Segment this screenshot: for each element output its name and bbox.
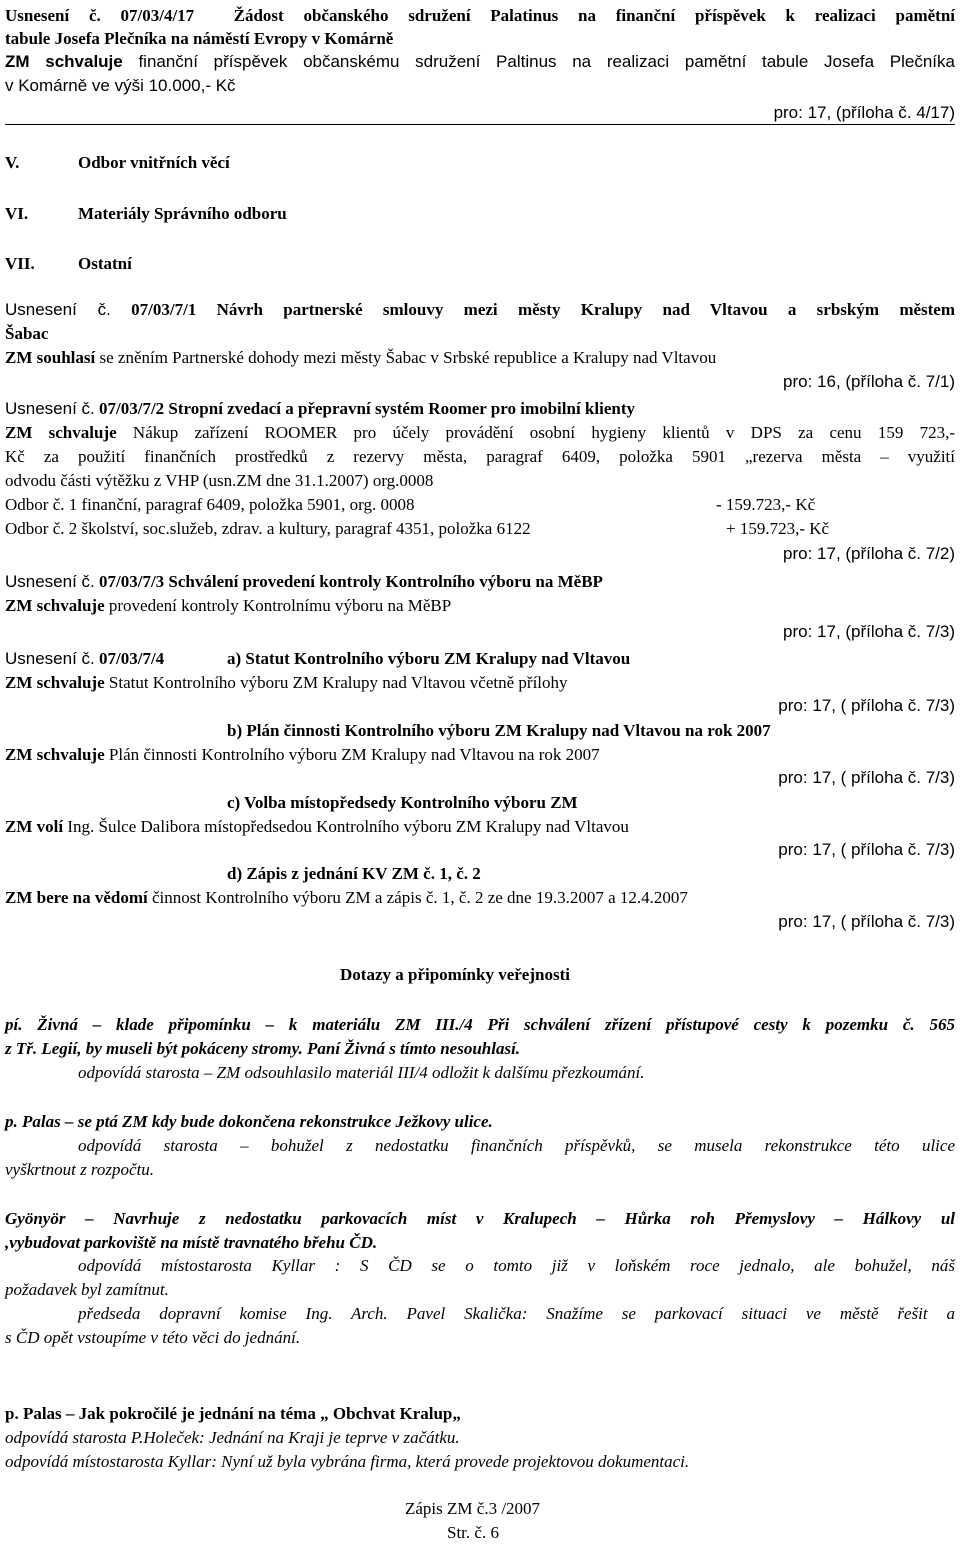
resolution-7-1-text: ZM souhlasí se zněním Partnerské dohody mezi městy Šabac v Srbské republice a Kralupy nad Vltavou [5, 348, 717, 367]
resolution-7-2-text-cont: Kč za použití finančních prostředků z rezervy města, paragraf 6409, položka 5901 „rezerva města – využití [5, 447, 955, 466]
answer-zivna: odpovídá starosta – ZM odsouhlasilo materiál III/4 odložit k dalšímu přezkoumání. [78, 1063, 645, 1082]
resolution-7-3-text: ZM schvaluje provedení kontroly Kontrolnímu výboru na MěBP [5, 596, 452, 615]
answer-palas-1-line2: vyškrtnout z rozpočtu. [5, 1160, 155, 1179]
resolution-7-2-text: ZM schvaluje Nákup zařízení ROOMER pro účely provádění osobní hygieny klientů v DPS za cenu 159 723,- [5, 423, 955, 442]
resolution-4-17-title-cont: tabule Josefa Plečníka na náměstí Evropy v Komárně [5, 29, 394, 48]
section-v-number: V. [5, 153, 20, 172]
resolution-7-4-b-vote: pro: 17, ( příloha č. 7/3) [778, 768, 955, 787]
resolution-7-2-title: Usnesení č. 07/03/7/2 Stropní zvedací a přepravní systém Roomer pro imobilní klienty [5, 399, 635, 418]
resolution-4-17-text: ZM schvaluje finanční příspěvek občanskému sdružení Paltinus na realizaci pamětní tabule Josefa Plečníka [5, 52, 955, 71]
question-gyonyor-line2: ,vybudovat parkoviště na místě travnatého břehu ČD. [5, 1233, 378, 1252]
answer-kyllar-line2: požadavek byl zamítnut. [5, 1280, 169, 1299]
section-vi-number: VI. [5, 204, 29, 223]
answer-holecek: odpovídá starosta P.Holeček: Jednání na Kraji je teprve v začátku. [5, 1428, 460, 1447]
resolution-7-2-text-end: odvodu části výtěžku z VHP (usn.ZM dne 31.1.2007) org.0008 [5, 471, 434, 490]
answer-kyllar-2: odpovídá místostarosta Kyllar: Nyní už byla vybrána firma, která provede projektovou dokumentaci. [5, 1452, 690, 1471]
resolution-7-4-a-title: Usnesení č. 07/03/7/4 a) Statut Kontrolního výboru ZM Kralupy nad Vltavou [5, 649, 631, 668]
section-vii-number: VII. [5, 254, 35, 273]
answer-kyllar-line1: odpovídá místostarosta Kyllar : S ČD se o tomto již v loňském roce jednalo, ale bohužel, náš [78, 1256, 955, 1275]
question-zivna-line1: pí. Živná – klade připomínku – k materiálu ZM III./4 Při schválení zřízení přístupové cesty k pozemku č. 565 [5, 1015, 955, 1034]
resolution-4-17-vote: pro: 17, (příloha č. 4/17) [773, 103, 955, 122]
resolution-7-1-title-cont: Šabac [5, 324, 49, 343]
section-v-title: Odbor vnitřních věcí [78, 153, 230, 172]
resolution-7-2-vote: pro: 17, (příloha č. 7/2) [783, 544, 955, 563]
resolution-7-1-title: Usnesení č. 07/03/7/1 Návrh partnerské smlouvy mezi městy Kralupy nad Vltavou a srbským městem [5, 300, 956, 319]
resolution-7-4-b-text: ZM schvaluje Plán činnosti Kontrolního výboru ZM Kralupy nad Vltavou na rok 2007 [5, 745, 600, 764]
question-gyonyor-line1: Gyönyör – Navrhuje z nedostatku parkovacích míst v Kralupech – Hůrka roh Přemyslovy – Hálkovy ul [5, 1209, 955, 1228]
budget-line-1: Odbor č. 1 finanční, paragraf 6409, položka 5901, org. 0008 - 159.723,- Kč [5, 495, 816, 514]
question-palas-1: p. Palas – se ptá ZM kdy bude dokončena rekonstrukce Ježkovy ulice. [5, 1112, 493, 1131]
resolution-7-4-c-text: ZM volí Ing. Šulce Dalibora místopředsedou Kontrolního výboru ZM Kralupy nad Vltavou [5, 817, 629, 836]
resolution-7-3-title: Usnesení č. 07/03/7/3 Schválení provedení kontroly Kontrolního výboru na MěBP [5, 572, 603, 591]
resolution-4-17-text-cont: v Komárně ve výši 10.000,- Kč [5, 76, 236, 95]
resolution-7-4-c-vote: pro: 17, ( příloha č. 7/3) [778, 840, 955, 859]
resolution-7-4-d-title: d) Zápis z jednání KV ZM č. 1, č. 2 [227, 864, 481, 883]
answer-skalicka-line1: předseda dopravní komise Ing. Arch. Pavel Skalička: Snažíme se parkovací situaci ve městě řešit a [78, 1304, 955, 1323]
resolution-7-3-vote: pro: 17, (příloha č. 7/3) [783, 622, 955, 641]
resolution-7-4-d-vote: pro: 17, ( příloha č. 7/3) [778, 912, 955, 931]
resolution-7-4-a-vote: pro: 17, ( příloha č. 7/3) [778, 696, 955, 715]
budget-line-2: Odbor č. 2 školství, soc.služeb, zdrav. a kultury, paragraf 4351, položka 6122 + 159.723,- Kč [5, 519, 830, 538]
resolution-7-4-d-text: ZM bere na vědomí činnost Kontrolního výboru ZM a zápis č. 1, č. 2 ze dne 19.3.2007 a 12.4.2007 [5, 888, 688, 907]
divider-line [5, 124, 955, 125]
resolution-7-1-vote: pro: 16, (příloha č. 7/1) [783, 372, 955, 391]
resolution-7-4-b-title: b) Plán činnosti Kontrolního výboru ZM Kralupy nad Vltavou na rok 2007 [227, 721, 771, 740]
question-zivna-line2: z Tř. Legií, by museli být pokáceny stromy. Paní Živná s tímto nesouhlasí. [5, 1039, 521, 1058]
resolution-7-4-c-title: c) Volba místopředsedy Kontrolního výboru ZM [227, 793, 578, 812]
section-vii-title: Ostatní [78, 254, 132, 273]
footer-page-number: Str. č. 6 [447, 1523, 499, 1542]
public-questions-heading: Dotazy a připomínky veřejnosti [340, 965, 570, 984]
resolution-4-17-title: Usnesení č. 07/03/4/17 Žádost občanského sdružení Palatinus na finanční příspěvek k realizaci pamětní [5, 6, 955, 25]
footer-minutes: Zápis ZM č.3 /2007 [405, 1499, 541, 1518]
budget-line-1-value: - 159.723,- Kč [716, 495, 816, 514]
section-vi-title: Materiály Správního odboru [78, 204, 287, 223]
resolution-7-4-a-text: ZM schvaluje Statut Kontrolního výboru ZM Kralupy nad Vltavou včetně přílohy [5, 673, 568, 692]
budget-line-2-value: + 159.723,- Kč [726, 519, 830, 538]
answer-skalicka-line2: s ČD opět vstoupíme v této věci do jednání. [5, 1328, 301, 1347]
answer-palas-1-line1: odpovídá starosta – bohužel z nedostatku finančních příspěvků, se musela rekonstrukce této ulice [78, 1136, 955, 1155]
question-palas-2: p. Palas – Jak pokročilé je jednání na téma „ Obchvat Kralup„ [5, 1404, 461, 1423]
